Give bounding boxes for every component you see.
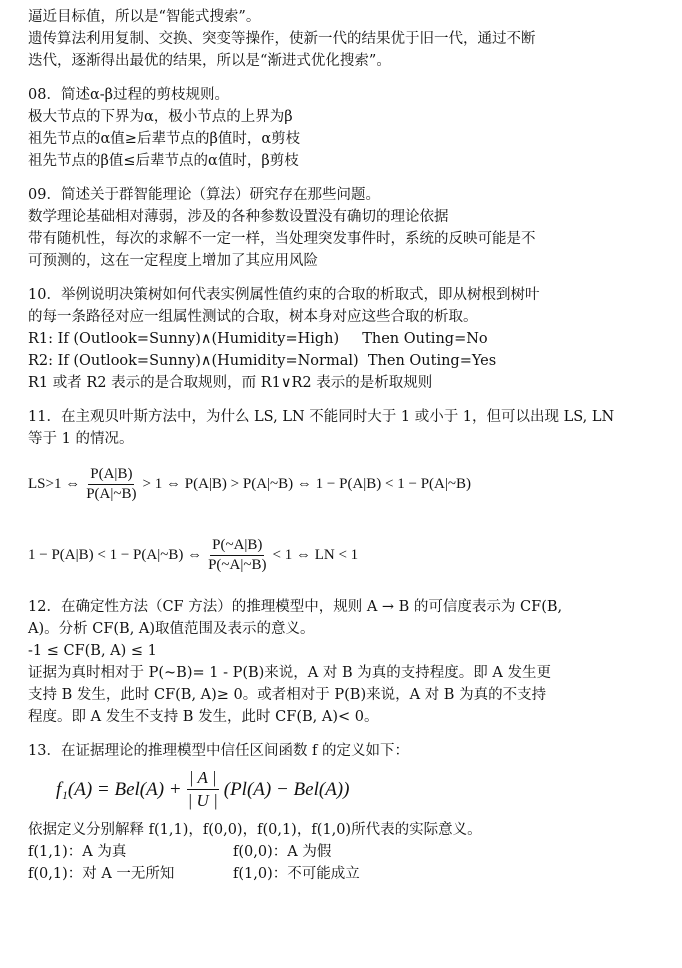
question-12-cont: A)。分析 CF(B, A)取值范围及表示的意义。 <box>28 621 315 637</box>
answer-cell: f(1,1)：A 为真 <box>28 844 127 860</box>
question-10: 10．举例说明决策树如何代表实例属性值约束的合取的析取式，即从树根到树叶 <box>28 287 540 303</box>
fraction-numerator: | A | <box>187 768 219 790</box>
answer-line: R1 或者 R2 表示的是合取规则，而 R1∨R2 表示的是析取规则 <box>28 375 433 391</box>
answer-line: 数学理论基础相对薄弱，涉及的各种参数设置没有确切的理论依据 <box>28 209 449 225</box>
answer-line: 祖先节点的β值≤后辈节点的α值时，β剪枝 <box>28 153 299 169</box>
rule-r2: R2: If (Outlook=Sunny)∧(Humidity=Normal) Then Outing=Yes <box>28 353 497 369</box>
formula-ln <box>28 537 668 574</box>
formula-belief-interval <box>56 768 668 811</box>
fraction-denominator: | U | <box>187 791 218 810</box>
document-page <box>28 6 668 885</box>
answer-line: 依据定义分别解释 f(1,1)，f(0,0)，f(0,1)，f(1,0)所代表的实际意义。 <box>28 822 482 838</box>
text-line: 遗传算法利用复制、交换、突变等操作，使新一代的结果优于旧一代，通过不断 <box>28 31 536 47</box>
question-10-cont: 的每一条路径对应一组属性测试的合取，树本身对应这些合取的析取。 <box>28 309 478 325</box>
answer-line: 程度。即 A 发生不支持 B 发生，此时 CF(B, A)< 0。 <box>28 709 379 725</box>
answer-line: 支持 B 发生，此时 CF(B, A)≥ 0。或者相对于 P(B)来说，A 对 B 为真的不支持 <box>28 687 547 703</box>
fraction-denominator: P(A|~B) <box>86 486 137 502</box>
formula-rhs: (Pl(A) − Bel(A)) <box>223 778 350 800</box>
answer-line: -1 ≤ CF(B, A) ≤ 1 <box>28 643 157 659</box>
answer-line: 可预测的，这在一定程度上增加了其应用风险 <box>28 253 318 269</box>
fraction-denominator: P(~A|~B) <box>208 557 267 573</box>
question-11-cont: 等于 1 的情况。 <box>28 431 134 447</box>
fraction-numerator: P(A|B) <box>88 466 134 485</box>
fraction-numerator: P(~A|B) <box>210 537 264 556</box>
question-12: 12．在确定性方法（CF 方法）的推理模型中，规则 A → B 的可信度表示为 CF(B, <box>28 599 563 615</box>
formula-ln-fraction <box>206 537 268 574</box>
answer-line: 带有随机性，每次的求解不一定一样，当处理突发事件时，系统的反映可能是不 <box>28 231 536 247</box>
formula-lhs: f₁(A) = Bel(A) + <box>56 778 182 800</box>
formula-ls-fraction <box>84 466 138 503</box>
answer-cell: f(1,0)：不可能成立 <box>233 866 360 882</box>
rule-r1: R1: If (Outlook=Sunny)∧(Humidity=High) Then Outing=No <box>28 331 488 347</box>
answer-row <box>28 863 668 885</box>
formula-ls-left: LS>1 ⇔ <box>28 476 81 492</box>
question-11: 11．在主观贝叶斯方法中，为什么 LS, LN 不能同时大于 1 或小于 1，但可以出现 LS, LN <box>28 409 615 425</box>
question-08: 08．简述α-β过程的剪枝规则。 <box>28 87 230 103</box>
answer-line: 极大节点的下界为α，极小节点的上界为β <box>28 109 293 125</box>
formula-ls-right: > 1 ⇔ P(A|B) > P(A|~B) ⇔ 1 − P(A|B) < 1 − P(A|~B) <box>142 476 471 492</box>
question-13: 13．在证据理论的推理模型中信任区间函数 f 的定义如下： <box>28 743 410 759</box>
answer-cell: f(0,1)：对 A 一无所知 <box>28 866 175 882</box>
answer-line: 证据为真时相对于 P(~B)= 1 - P(B)来说，A 对 B 为真的支持程度。即 A 发生更 <box>28 665 551 681</box>
formula-ln-left: 1 − P(A|B) < 1 − P(A|~B) ⇔ <box>28 547 203 563</box>
text-line: 迭代，逐渐得出最优的结果，所以是“渐进式优化搜索”。 <box>28 53 391 69</box>
answer-row <box>28 841 668 863</box>
answer-line: 祖先节点的α值≥后辈节点的β值时，α剪枝 <box>28 131 301 147</box>
text-line: 逼近目标值，所以是“智能式搜索”。 <box>28 9 261 25</box>
formula-ln-right: < 1 ⇔ LN < 1 <box>272 547 359 563</box>
formula-ls <box>28 466 668 503</box>
formula-fraction <box>186 768 220 811</box>
question-09: 09．简述关于群智能理论（算法）研究存在那些问题。 <box>28 187 380 203</box>
answer-cell: f(0,0)：A 为假 <box>233 844 332 860</box>
